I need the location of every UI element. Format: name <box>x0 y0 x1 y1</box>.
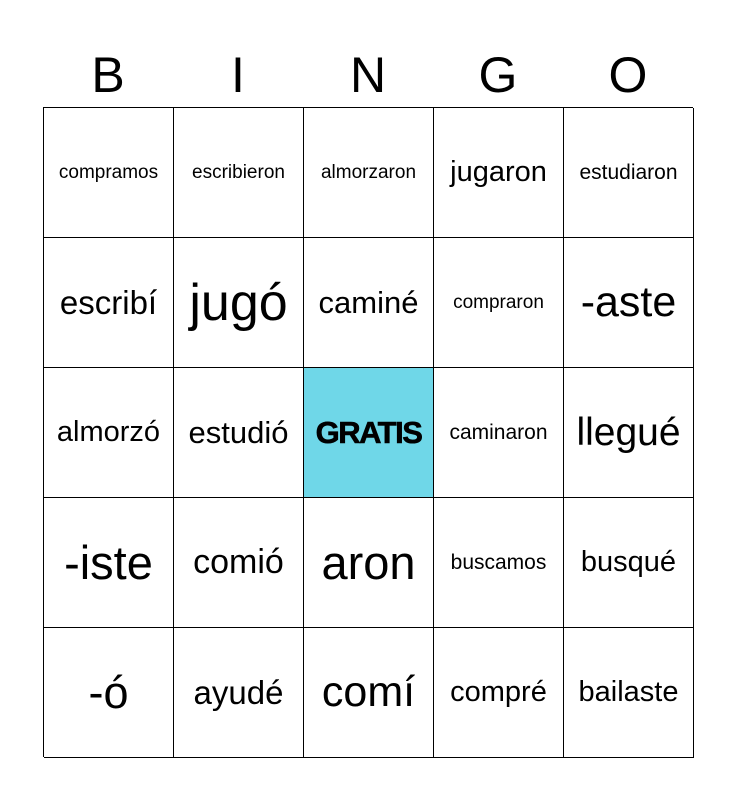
bingo-header <box>43 44 693 106</box>
header-letter-o: O <box>608 47 648 103</box>
bingo-cell[interactable]: llegué <box>564 368 694 498</box>
bingo-cell[interactable]: -iste <box>44 498 174 628</box>
bingo-cell[interactable]: escribieron <box>174 108 304 238</box>
bingo-cell[interactable]: comió <box>174 498 304 628</box>
bingo-cell[interactable]: -aste <box>564 238 694 368</box>
header-letter-b: B <box>91 47 125 103</box>
bingo-cell[interactable]: compré <box>434 628 564 758</box>
bingo-cell[interactable]: aron <box>304 498 434 628</box>
bingo-cell[interactable]: estudió <box>174 368 304 498</box>
header-letter-i: I <box>231 47 245 103</box>
header-letter-n: N <box>349 47 387 103</box>
bingo-cell[interactable]: busqué <box>564 498 694 628</box>
header-letter-g: G <box>478 47 518 103</box>
bingo-cell[interactable]: ayudé <box>174 628 304 758</box>
bingo-cell[interactable]: bailaste <box>564 628 694 758</box>
bingo-cell[interactable]: caminaron <box>434 368 564 498</box>
bingo-cell[interactable]: buscamos <box>434 498 564 628</box>
bingo-cell[interactable]: estudiaron <box>564 108 694 238</box>
bingo-cell[interactable]: jugaron <box>434 108 564 238</box>
bingo-cell[interactable]: caminé <box>304 238 434 368</box>
bingo-card-grid <box>43 107 693 757</box>
bingo-cell[interactable]: -ó <box>44 628 174 758</box>
bingo-cell[interactable]: compraron <box>434 238 564 368</box>
bingo-cell[interactable]: almorzó <box>44 368 174 498</box>
bingo-cell[interactable]: compramos <box>44 108 174 238</box>
bingo-cell[interactable]: escribí <box>44 238 174 368</box>
bingo-cell[interactable]: jugó <box>174 238 304 368</box>
free-space-cell[interactable]: GRATIS <box>304 368 434 498</box>
bingo-cell[interactable]: almorzaron <box>304 108 434 238</box>
bingo-cell[interactable]: comí <box>304 628 434 758</box>
